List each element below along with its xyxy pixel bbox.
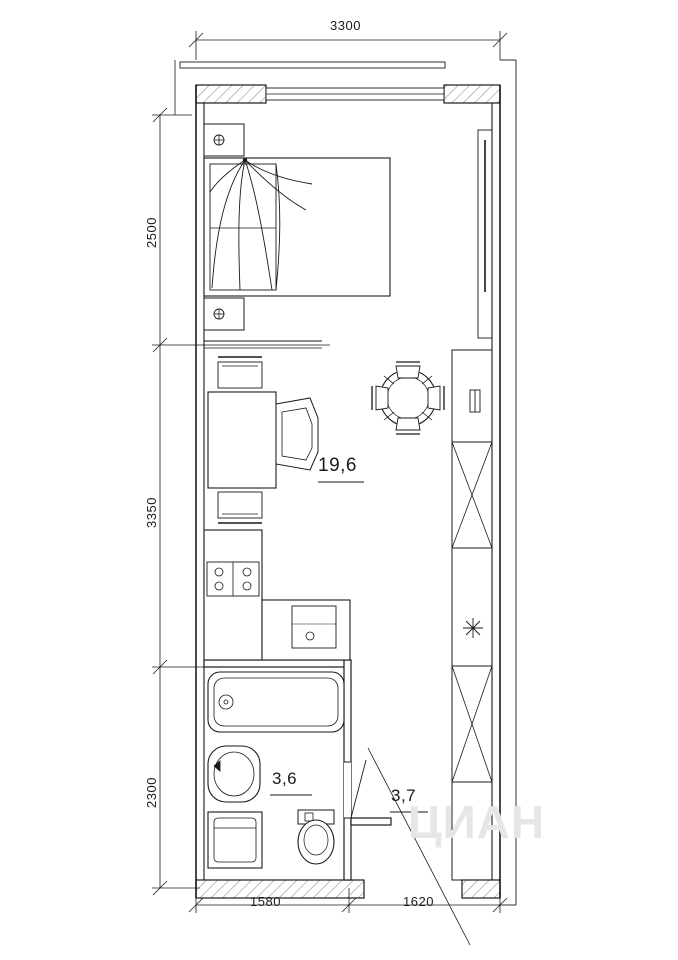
dimension-bottom-1620: 1620 xyxy=(403,894,434,909)
watermark: ЦИАН xyxy=(408,796,546,848)
balcony-glazing xyxy=(478,130,492,338)
toilet xyxy=(298,810,334,864)
washbasin xyxy=(208,746,260,802)
upper-cabinet xyxy=(204,341,322,348)
dimension-bottom-1580: 1580 xyxy=(250,894,281,909)
washing-machine xyxy=(208,812,262,868)
dimension-top-overall: 3300 xyxy=(330,18,361,33)
area-main-room: 19,6 xyxy=(318,455,357,476)
area-bathroom: 3,6 xyxy=(272,769,298,788)
kitchen-counter xyxy=(204,530,350,660)
nightstand-top xyxy=(204,124,244,156)
nightstand-bottom xyxy=(204,298,244,330)
round-table xyxy=(372,362,444,434)
dimension-left-2300: 2300 xyxy=(144,777,159,808)
dining-table xyxy=(208,357,318,523)
dimension-left-2500: 2500 xyxy=(144,217,159,248)
dimension-left-3350: 3350 xyxy=(144,497,159,528)
area-hall: 3,7 xyxy=(391,786,417,805)
bathtub xyxy=(208,672,344,732)
bed xyxy=(204,158,390,296)
